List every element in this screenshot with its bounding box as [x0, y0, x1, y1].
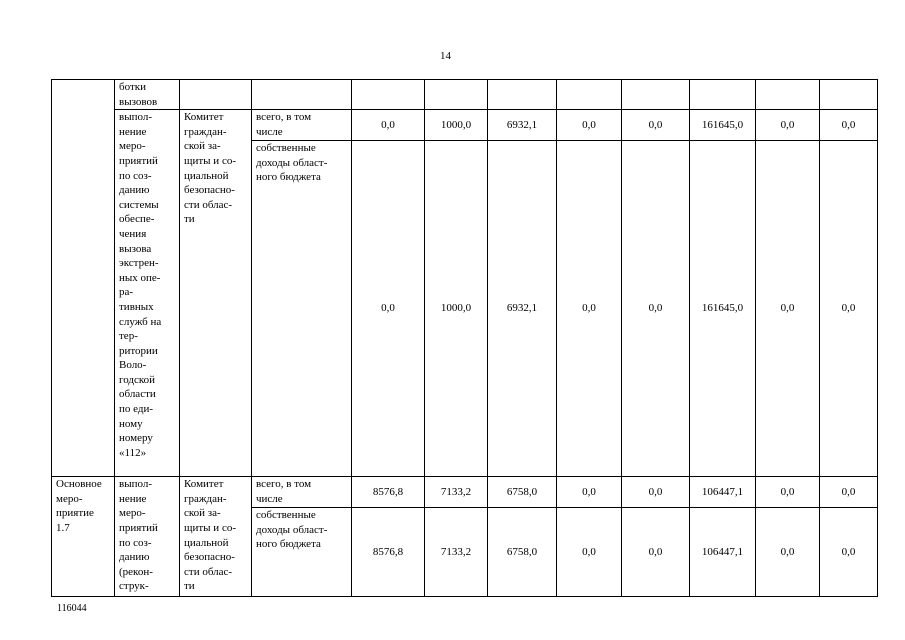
funding-source-cell: собственные доходы област- ного бюджета: [252, 508, 352, 597]
value-cell: 0,0: [352, 141, 425, 477]
value-cell: 0,0: [820, 141, 878, 477]
value-cell: 0,0: [557, 110, 622, 141]
value-cell: 0,0: [557, 141, 622, 477]
event-name-cell: Основное меро- приятие 1.7: [52, 477, 115, 597]
table-row-continuation: [52, 80, 878, 110]
value-cell: 161645,0: [690, 110, 756, 141]
name-cell-empty: [52, 80, 115, 477]
value-cell: 0,0: [557, 508, 622, 597]
funding-source-cell: всего, в том числе: [252, 477, 352, 508]
value-cell: 0,0: [820, 110, 878, 141]
executor-cell: Комитет граждан- ской за- щиты и со- циальной безопасно- сти облас- ти: [180, 110, 252, 477]
value-cell: 0,0: [820, 477, 878, 508]
funding-source-cell: всего, в том числе: [252, 110, 352, 141]
value-cell: 0,0: [756, 141, 820, 477]
table-row: [52, 477, 878, 508]
value-cell: 7133,2: [425, 508, 488, 597]
value-cell: 6932,1: [488, 110, 557, 141]
value-cell: 0,0: [622, 110, 690, 141]
value-cell: 8576,8: [352, 477, 425, 508]
value-cell: 6758,0: [488, 508, 557, 597]
value-cell: 0,0: [756, 477, 820, 508]
value-cell: 6758,0: [488, 477, 557, 508]
value-cell: 0,0: [622, 141, 690, 477]
value-cell: 106447,1: [690, 477, 756, 508]
page-number: 14: [440, 50, 451, 62]
value-cell: 0,0: [820, 508, 878, 597]
value-cell: 7133,2: [425, 477, 488, 508]
value-cell: 1000,0: [425, 110, 488, 141]
value-cell: 0,0: [756, 110, 820, 141]
measure-cell: выпол- нение меро- приятий по соз- данию системы обеспе- чения вызова экстрен- ных опе- ра- тивных служб на тер- ритории Воло- годской области по еди- ному номеру «112»: [115, 110, 180, 477]
table-row: [52, 110, 878, 141]
value-cell: 161645,0: [690, 141, 756, 477]
executor-cell: Комитет граждан- ской за- щиты и со- циальной безопасно- сти облас- ти: [180, 477, 252, 597]
funding-source-cell: собственные доходы област- ного бюджета: [252, 141, 352, 477]
value-cell: 106447,1: [690, 508, 756, 597]
value-cell: 1000,0: [425, 141, 488, 477]
value-cell: 0,0: [622, 508, 690, 597]
measure-cell-continuation: ботки вызовов: [115, 80, 180, 110]
value-cell: 0,0: [622, 477, 690, 508]
value-cell: 0,0: [352, 110, 425, 141]
value-cell: 8576,8: [352, 508, 425, 597]
measure-cell: выпол- нение меро- приятий по соз- данию (рекон- струк-: [115, 477, 180, 597]
budget-table: [51, 79, 878, 597]
value-cell: 6932,1: [488, 141, 557, 477]
footer-document-code: 116044: [57, 603, 87, 614]
value-cell: 0,0: [756, 508, 820, 597]
value-cell: 0,0: [557, 477, 622, 508]
